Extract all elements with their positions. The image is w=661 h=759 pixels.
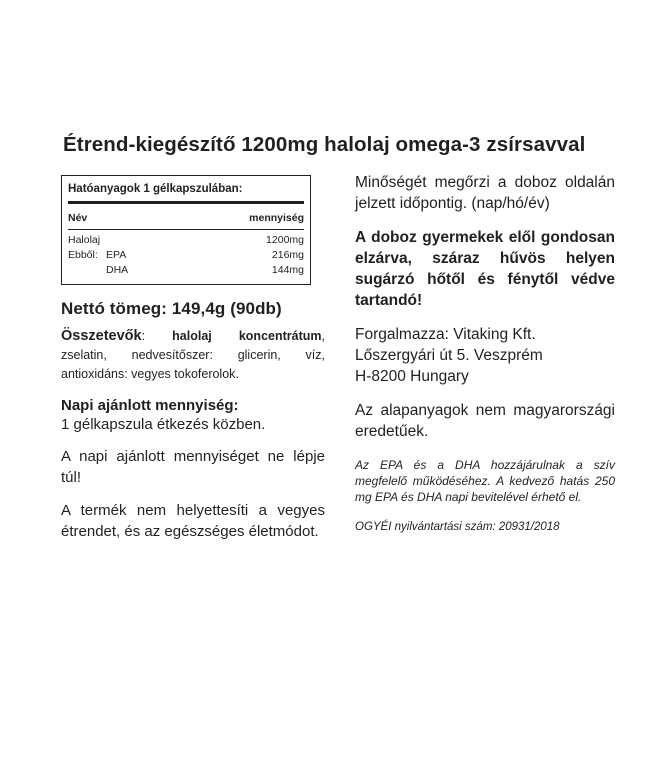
- net-weight: Nettó tömeg: 149,4g (90db): [61, 299, 282, 318]
- distributor-name: Forgalmazza: Vitaking Kft.: [355, 326, 536, 343]
- table-row: [68, 248, 304, 263]
- ingredients-highlight: halolaj koncentrátum: [172, 329, 322, 343]
- row-amount: 144mg: [271, 264, 304, 276]
- distributor-street: Lőszergyári út 5. Veszprém: [355, 347, 543, 364]
- left-column: [61, 175, 325, 542]
- storage-instructions: A doboz gyermekek elől gondosan elzárva, száraz hűvös helyen sugárzó hőtől és fénytől védve tartandó!: [355, 229, 615, 309]
- row-name: [68, 263, 128, 278]
- ingredients-rest: , zselatin, nedvesítőszer: glicerin, víz, antioxidáns: vegyes tokoferolok.: [61, 329, 325, 381]
- warning-diet: A termék nem helyettesíti a vegyes étrendet, és az egészséges életmódot.: [61, 502, 325, 540]
- distributor: [355, 324, 615, 387]
- nutrition-table-header: [68, 204, 304, 230]
- nutrition-rows: [68, 230, 304, 278]
- row-name: [68, 233, 100, 248]
- origin-note: Az alapanyagok nem magyarországi eredetűek.: [355, 402, 615, 440]
- registration-number: OGYÉI nyilvántartási szám: 20931/2018: [355, 521, 560, 533]
- table-row: [68, 233, 304, 248]
- header-amount: mennyiség: [249, 212, 304, 224]
- distributor-country: H-8200 Hungary: [355, 368, 469, 385]
- dose-text: 1 gélkapszula étkezés közben.: [61, 416, 266, 433]
- product-title: Étrend-kiegészítő 1200mg halolaj omega-3 zsírsavval: [63, 133, 586, 156]
- row-label: DHA: [106, 264, 129, 276]
- ingredients-colon: :: [141, 329, 173, 343]
- nutrition-table: [61, 175, 311, 285]
- nutrition-table-title: Hatóanyagok 1 gélkapszulában:: [68, 176, 304, 204]
- row-name: [68, 248, 126, 263]
- row-amount: 1200mg: [266, 234, 304, 246]
- right-column: [355, 172, 615, 535]
- health-claim: Az EPA és a DHA hozzájárulnak a szív megfelelő működéséhez. A kedvező hatás 250 mg EPA és DHA napi bevitelével érhető el.: [355, 458, 615, 504]
- best-before: Minőségét megőrzi a doboz oldalán jelzett időpontig. (nap/hó/év): [355, 174, 615, 212]
- row-amount: 216mg: [271, 249, 304, 261]
- ingredients-label: Összetevők: [61, 328, 142, 344]
- row-prefix: Ebből:: [68, 249, 98, 261]
- table-row: [68, 263, 304, 278]
- dose-heading: Napi ajánlott mennyiség:: [61, 397, 239, 414]
- ingredients: [61, 327, 325, 384]
- row-label: Halolaj: [68, 234, 101, 246]
- warning-dose: A napi ajánlott mennyiséget ne lépje túl!: [61, 448, 325, 486]
- row-label: EPA: [106, 249, 127, 261]
- header-name: Név: [68, 212, 88, 224]
